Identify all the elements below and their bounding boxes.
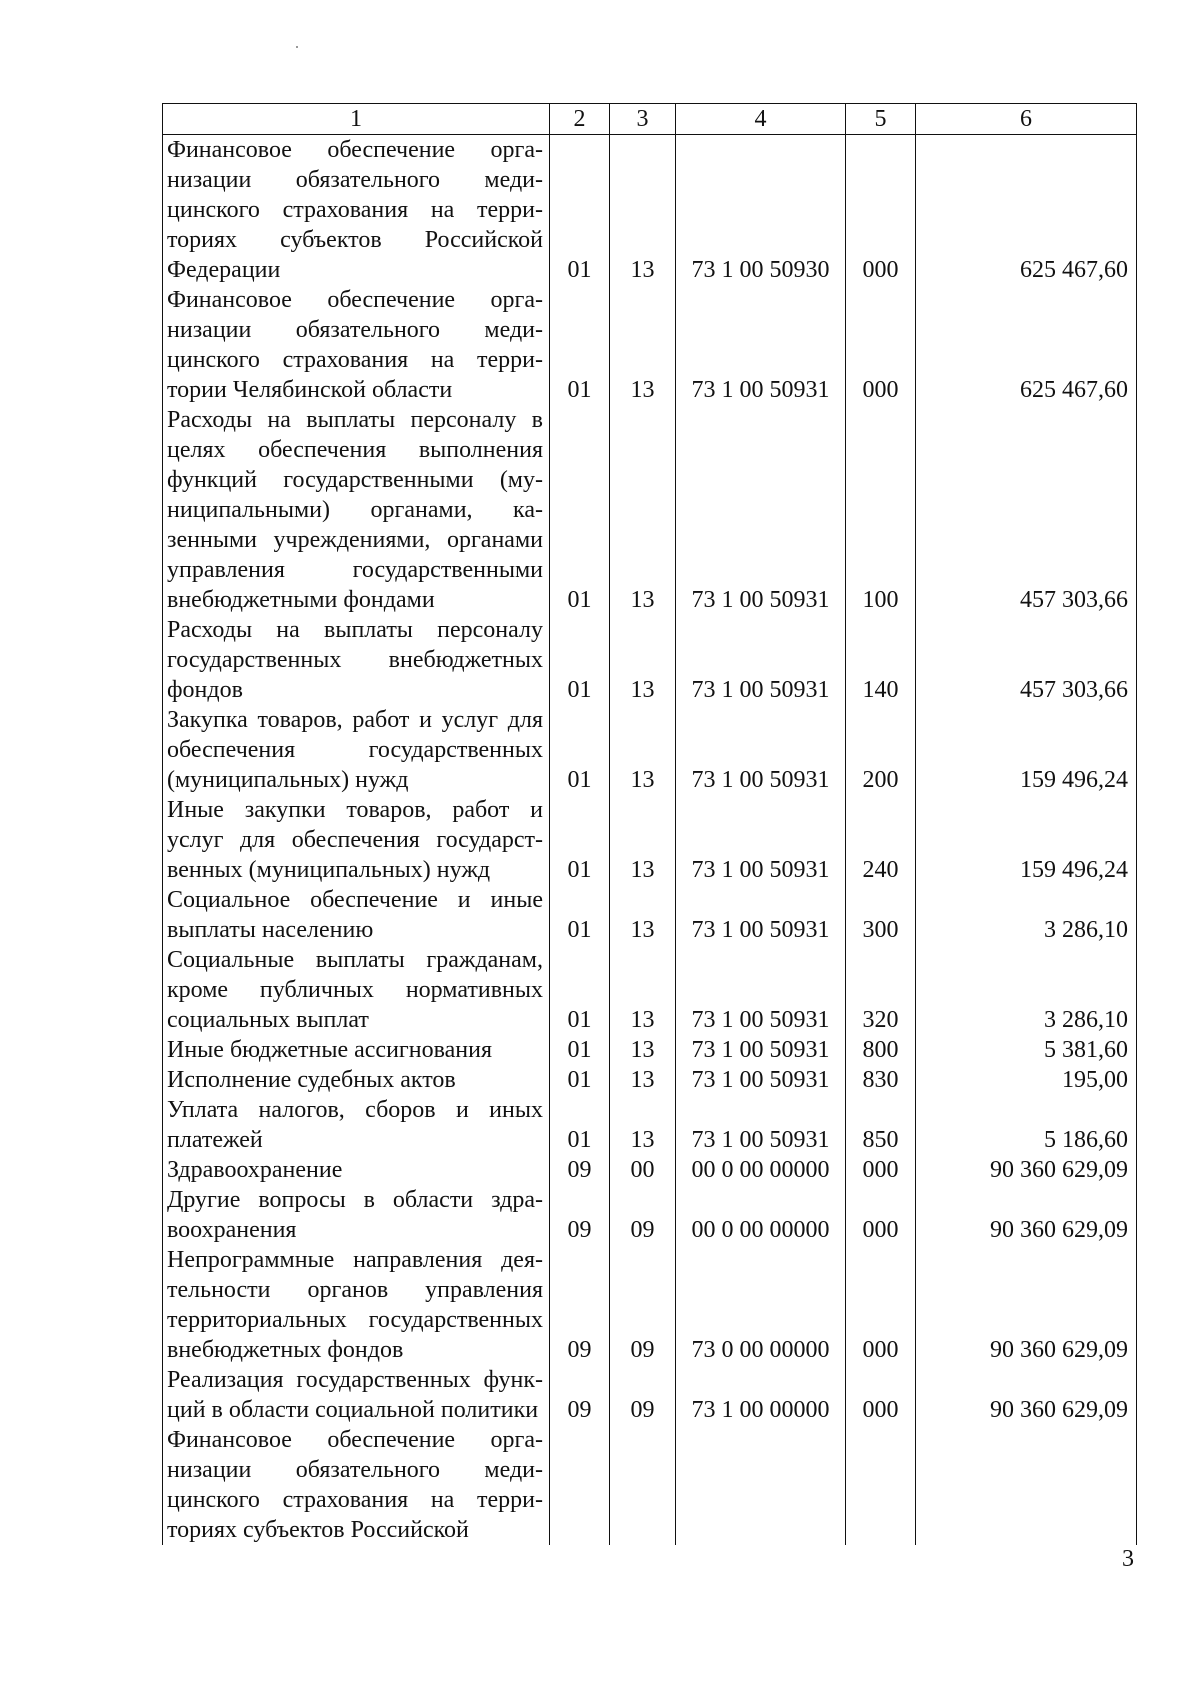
subsection-code: 13 (610, 705, 676, 795)
section-code: 01 (550, 405, 610, 615)
expense-type-code: 300 (846, 885, 916, 945)
section-code: 01 (550, 135, 610, 286)
amount: 5 186,60 (916, 1095, 1137, 1155)
table-row (163, 1245, 1137, 1365)
budget-table (162, 103, 1137, 1545)
expense-type-code: 320 (846, 945, 916, 1035)
item-name: Социальное обеспечение и иные выплаты населению (163, 885, 550, 945)
expense-type-code: 000 (846, 285, 916, 405)
header-col-6: 6 (916, 104, 1137, 135)
expense-type-code: 000 (846, 1245, 916, 1365)
target-article-code: 73 1 00 50931 (676, 615, 846, 705)
amount: 3 286,10 (916, 945, 1137, 1035)
section-code: 09 (550, 1245, 610, 1365)
item-name: Непрограммные направления деятельности органов управления территориальных государственных внебюджетных фондов (163, 1245, 550, 1365)
section-code: 01 (550, 885, 610, 945)
table-row (163, 615, 1137, 705)
section-code: 01 (550, 1035, 610, 1065)
amount: 457 303,66 (916, 615, 1137, 705)
subsection-code: 00 (610, 1155, 676, 1185)
section-code: 01 (550, 945, 610, 1035)
item-name: Реализация государственных функций в области социальной политики (163, 1365, 550, 1425)
table-row (163, 1035, 1137, 1065)
amount: 625 467,60 (916, 135, 1137, 286)
header-col-3: 3 (610, 104, 676, 135)
header-col-2: 2 (550, 104, 610, 135)
expense-type-code (846, 1425, 916, 1545)
section-code: 01 (550, 615, 610, 705)
target-article-code: 73 1 00 50931 (676, 945, 846, 1035)
target-article-code (676, 1425, 846, 1545)
target-article-code: 73 1 00 00000 (676, 1365, 846, 1425)
target-article-code: 73 1 00 50931 (676, 405, 846, 615)
target-article-code: 73 1 00 50931 (676, 795, 846, 885)
expense-type-code: 100 (846, 405, 916, 615)
section-code: 01 (550, 285, 610, 405)
section-code: 01 (550, 795, 610, 885)
target-article-code: 73 1 00 50931 (676, 1095, 846, 1155)
amount: 5 381,60 (916, 1035, 1137, 1065)
header-col-1: 1 (163, 104, 550, 135)
target-article-code: 73 1 00 50931 (676, 285, 846, 405)
target-article-code: 73 1 00 50930 (676, 135, 846, 286)
table-row (163, 135, 1137, 286)
expense-type-code: 000 (846, 1185, 916, 1245)
table-row (163, 1095, 1137, 1155)
item-name: Иные бюджетные ассигнования (163, 1035, 550, 1065)
table-row (163, 1185, 1137, 1245)
table-row (163, 795, 1137, 885)
section-code: 09 (550, 1365, 610, 1425)
subsection-code (610, 1425, 676, 1545)
table-row (163, 1425, 1137, 1545)
item-name: Исполнение судебных актов (163, 1065, 550, 1095)
table-body (163, 135, 1137, 1546)
section-code: 01 (550, 705, 610, 795)
expense-type-code: 000 (846, 1365, 916, 1425)
amount: 457 303,66 (916, 405, 1137, 615)
subsection-code: 13 (610, 795, 676, 885)
target-article-code: 73 1 00 50931 (676, 1065, 846, 1095)
table-row (163, 1065, 1137, 1095)
section-code (550, 1425, 610, 1545)
section-code: 09 (550, 1155, 610, 1185)
target-article-code: 73 1 00 50931 (676, 1035, 846, 1065)
item-name: Расходы на выплаты персоналу в целях обеспечения выполнения функций государственными (муниципальными) органами, казенными учреждениями, органами управления государственными внебюджетными фондами (163, 405, 550, 615)
table-row (163, 945, 1137, 1035)
item-name: Расходы на выплаты персоналу государственных внебюджетных фондов (163, 615, 550, 705)
item-name: Закупка товаров, работ и услуг для обеспечения государственных (муниципальных) нужд (163, 705, 550, 795)
section-code: 01 (550, 1095, 610, 1155)
item-name: Здравоохранение (163, 1155, 550, 1185)
target-article-code: 73 0 00 00000 (676, 1245, 846, 1365)
table-row (163, 405, 1137, 615)
item-name: Уплата налогов, сборов и иных платежей (163, 1095, 550, 1155)
amount: 159 496,24 (916, 795, 1137, 885)
expense-type-code: 000 (846, 1155, 916, 1185)
expense-type-code: 850 (846, 1095, 916, 1155)
target-article-code: 00 0 00 00000 (676, 1155, 846, 1185)
expense-type-code: 140 (846, 615, 916, 705)
amount (916, 1425, 1137, 1545)
header-row (163, 104, 1137, 135)
subsection-code: 09 (610, 1365, 676, 1425)
subsection-code: 13 (610, 885, 676, 945)
item-name: Социальные выплаты гражданам, кроме публичных нормативных социальных выплат (163, 945, 550, 1035)
table-row (163, 1365, 1137, 1425)
header-col-4: 4 (676, 104, 846, 135)
table-row (163, 705, 1137, 795)
amount: 195,00 (916, 1065, 1137, 1095)
expense-type-code: 800 (846, 1035, 916, 1065)
section-code: 09 (550, 1185, 610, 1245)
section-code: 01 (550, 1065, 610, 1095)
item-name: Финансовое обеспечение организации обязательного медицинского страхования на территориях субъектов Российской (163, 1425, 550, 1545)
expense-type-code: 200 (846, 705, 916, 795)
subsection-code: 13 (610, 135, 676, 286)
subsection-code: 13 (610, 945, 676, 1035)
target-article-code: 00 0 00 00000 (676, 1185, 846, 1245)
table-row (163, 885, 1137, 945)
expense-type-code: 000 (846, 135, 916, 286)
amount: 159 496,24 (916, 705, 1137, 795)
amount: 90 360 629,09 (916, 1155, 1137, 1185)
subsection-code: 13 (610, 405, 676, 615)
subsection-code: 13 (610, 285, 676, 405)
amount: 3 286,10 (916, 885, 1137, 945)
header-col-5: 5 (846, 104, 916, 135)
amount: 90 360 629,09 (916, 1365, 1137, 1425)
page-number: 3 (1122, 1546, 1134, 1572)
target-article-code: 73 1 00 50931 (676, 885, 846, 945)
subsection-code: 13 (610, 615, 676, 705)
item-name: Другие вопросы в области здравоохранения (163, 1185, 550, 1245)
subsection-code: 09 (610, 1245, 676, 1365)
subsection-code: 09 (610, 1185, 676, 1245)
item-name: Финансовое обеспечение организации обязательного медицинского страхования на территории Челябинской области (163, 285, 550, 405)
subsection-code: 13 (610, 1095, 676, 1155)
amount: 625 467,60 (916, 285, 1137, 405)
subsection-code: 13 (610, 1035, 676, 1065)
scan-speck (296, 46, 298, 48)
table-row (163, 285, 1137, 405)
subsection-code: 13 (610, 1065, 676, 1095)
amount: 90 360 629,09 (916, 1245, 1137, 1365)
target-article-code: 73 1 00 50931 (676, 705, 846, 795)
expense-type-code: 240 (846, 795, 916, 885)
amount: 90 360 629,09 (916, 1185, 1137, 1245)
item-name: Финансовое обеспечение организации обязательного медицинского страхования на территориях субъектов Российской Федерации (163, 135, 550, 286)
item-name: Иные закупки товаров, работ и услуг для обеспечения государственных (муниципальных) нужд (163, 795, 550, 885)
table-row (163, 1155, 1137, 1185)
expense-type-code: 830 (846, 1065, 916, 1095)
